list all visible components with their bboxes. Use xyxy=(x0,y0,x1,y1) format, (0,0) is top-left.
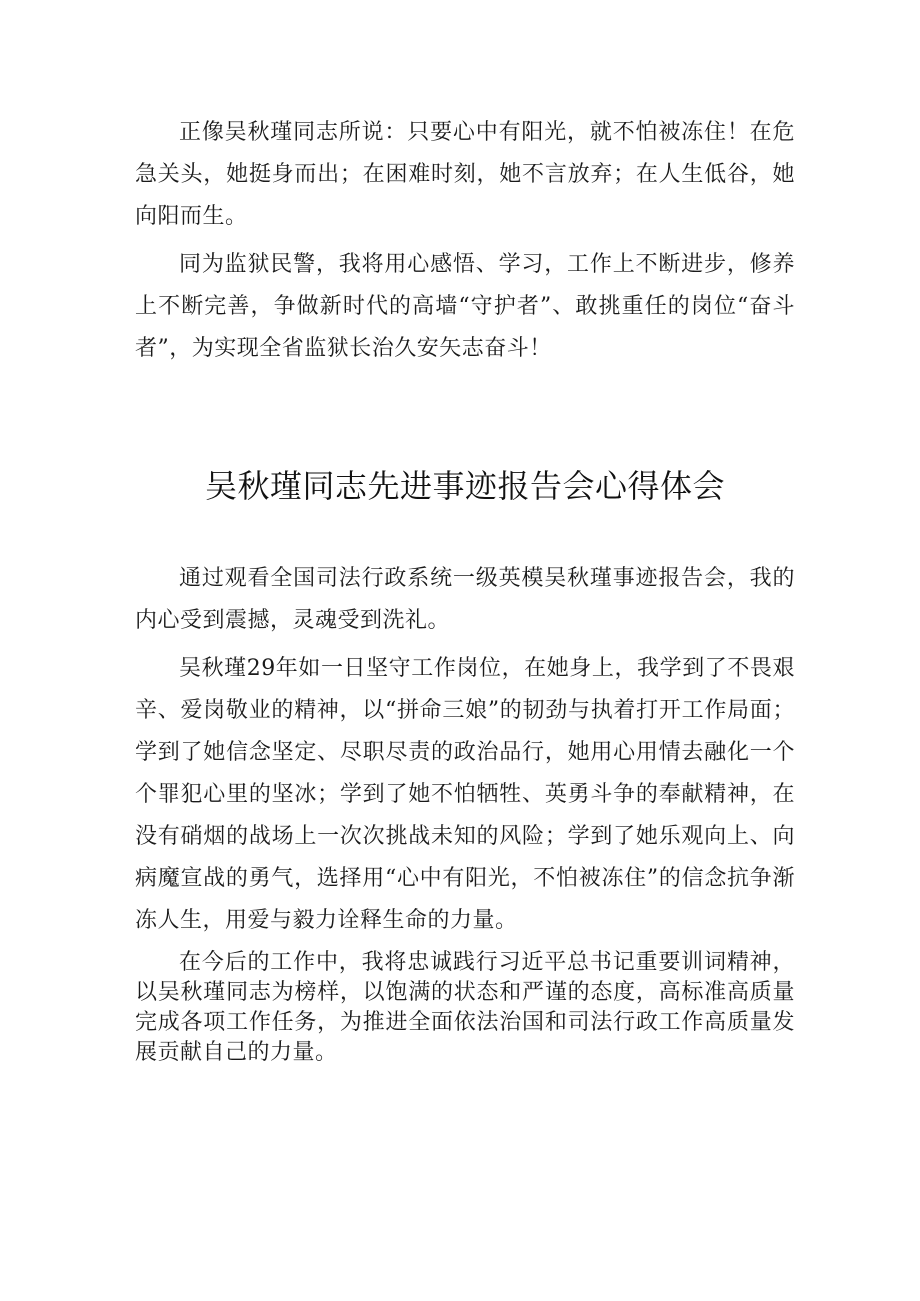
paragraph: 吴秋瑾29年如一日坚守工作岗位，在她身上，我学到了不畏艰辛、爱岗敬业的精神，以“拼命三娘”的韧劲与执着打开工作局面；学到了她信念坚定、尽职尽责的政治品行，她用心用情去融化一个个罪犯心里的坚冰；学到了她不怕牺牲、英勇斗争的奉献精神，在没有硝烟的战场上一次次挑战未知的风险；学到了她乐观向上、向病魔宣战的勇气，选择用“心中有阳光，不怕被冻住”的信念抗争渐冻人生，用爱与毅力诠释生命的力量。 xyxy=(135,656,795,933)
article-title-block xyxy=(135,464,795,508)
paragraph: 通过观看全国司法行政系统一级英模吴秋瑾事迹报告会，我的内心受到震撼，灵魂受到洗礼。 xyxy=(135,566,795,633)
article-title: 吴秋瑾同志先进事迹报告会心得体会 xyxy=(204,467,725,505)
paragraph: 同为监狱民警，我将用心感悟、学习，工作上不断进步，修养上不断完善，争做新时代的高墙“守护者”、敢挑重任的岗位“奋斗者”，为实现全省监狱长治久安矢志奋斗！ xyxy=(135,252,795,361)
previous-article-ending xyxy=(135,112,795,370)
paragraph: 正像吴秋瑾同志所说：只要心中有阳光，就不怕被冻住！在危急关头，她挺身而出；在困难时刻，她不言放弃；在人生低谷，她向阳而生。 xyxy=(135,120,795,229)
article-body xyxy=(135,558,795,1068)
paragraph: 在今后的工作中，我将忠诚践行习近平总书记重要训词精神，以吴秋瑾同志为榜样，以饱满的状态和严谨的态度，高标准高质量完成各项工作任务，为推进全面依法治国和司法行政工作高质量发展贡献自己的力量。 xyxy=(135,950,795,1065)
